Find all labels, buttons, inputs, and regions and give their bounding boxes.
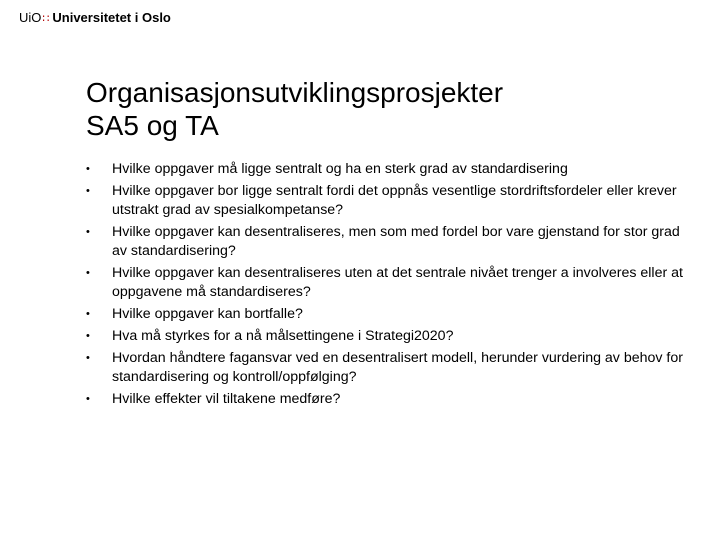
bullet-dot-icon: • <box>86 226 90 238</box>
bullet-text: Hvilke oppgaver kan desentraliseres uten at det sentrale nivået trenger a involveres eller at oppgavene må standardiseres? <box>112 265 683 300</box>
bullet-item <box>86 349 686 387</box>
logo-university-name: Universitetet i Oslo <box>52 10 171 25</box>
bullet-text: Hvilke effekter vil tiltakene medføre? <box>112 391 341 407</box>
bullet-text: Hvilke oppgaver kan bortfalle? <box>112 306 303 322</box>
bullet-item <box>86 390 686 409</box>
logo-mark-icon: ∷ <box>42 13 50 25</box>
slide-title-line-1: Organisasjonsutviklingsprosjekter <box>86 77 504 108</box>
bullet-text: Hvordan håndtere fagansvar ved en desentralisert modell, herunder vurdering av behov for standardisering og kontroll/oppfølging? <box>112 350 683 385</box>
logo-abbreviation: UiO <box>19 10 42 25</box>
bullet-item <box>86 305 686 324</box>
bullet-text: Hva må styrkes for a nå målsettingene i Strategi2020? <box>112 328 454 344</box>
university-logo <box>19 10 171 25</box>
bullet-dot-icon: • <box>86 185 90 197</box>
slide-title-line-2: SA5 og TA <box>86 110 219 141</box>
bullet-dot-icon: • <box>86 393 90 405</box>
bullet-item <box>86 160 686 179</box>
bullet-dot-icon: • <box>86 267 90 279</box>
bullet-item <box>86 264 686 302</box>
bullet-dot-icon: • <box>86 330 90 342</box>
bullet-item <box>86 182 686 220</box>
bullet-text: Hvilke oppgaver bor ligge sentralt fordi det oppnås vesentlige stordriftsfordeler eller krever utstrakt grad av spesialkompetanse? <box>112 183 677 218</box>
bullet-item <box>86 327 686 346</box>
bullet-dot-icon: • <box>86 308 90 320</box>
slide-title <box>86 76 686 142</box>
bullet-list <box>86 160 686 412</box>
bullet-item <box>86 223 686 261</box>
bullet-dot-icon: • <box>86 352 90 364</box>
bullet-dot-icon: • <box>86 163 90 175</box>
bullet-text: Hvilke oppgaver må ligge sentralt og ha en sterk grad av standardisering <box>112 161 568 177</box>
bullet-text: Hvilke oppgaver kan desentraliseres, men som med fordel bor vare gjenstand for stor grad av standardisering? <box>112 224 680 259</box>
